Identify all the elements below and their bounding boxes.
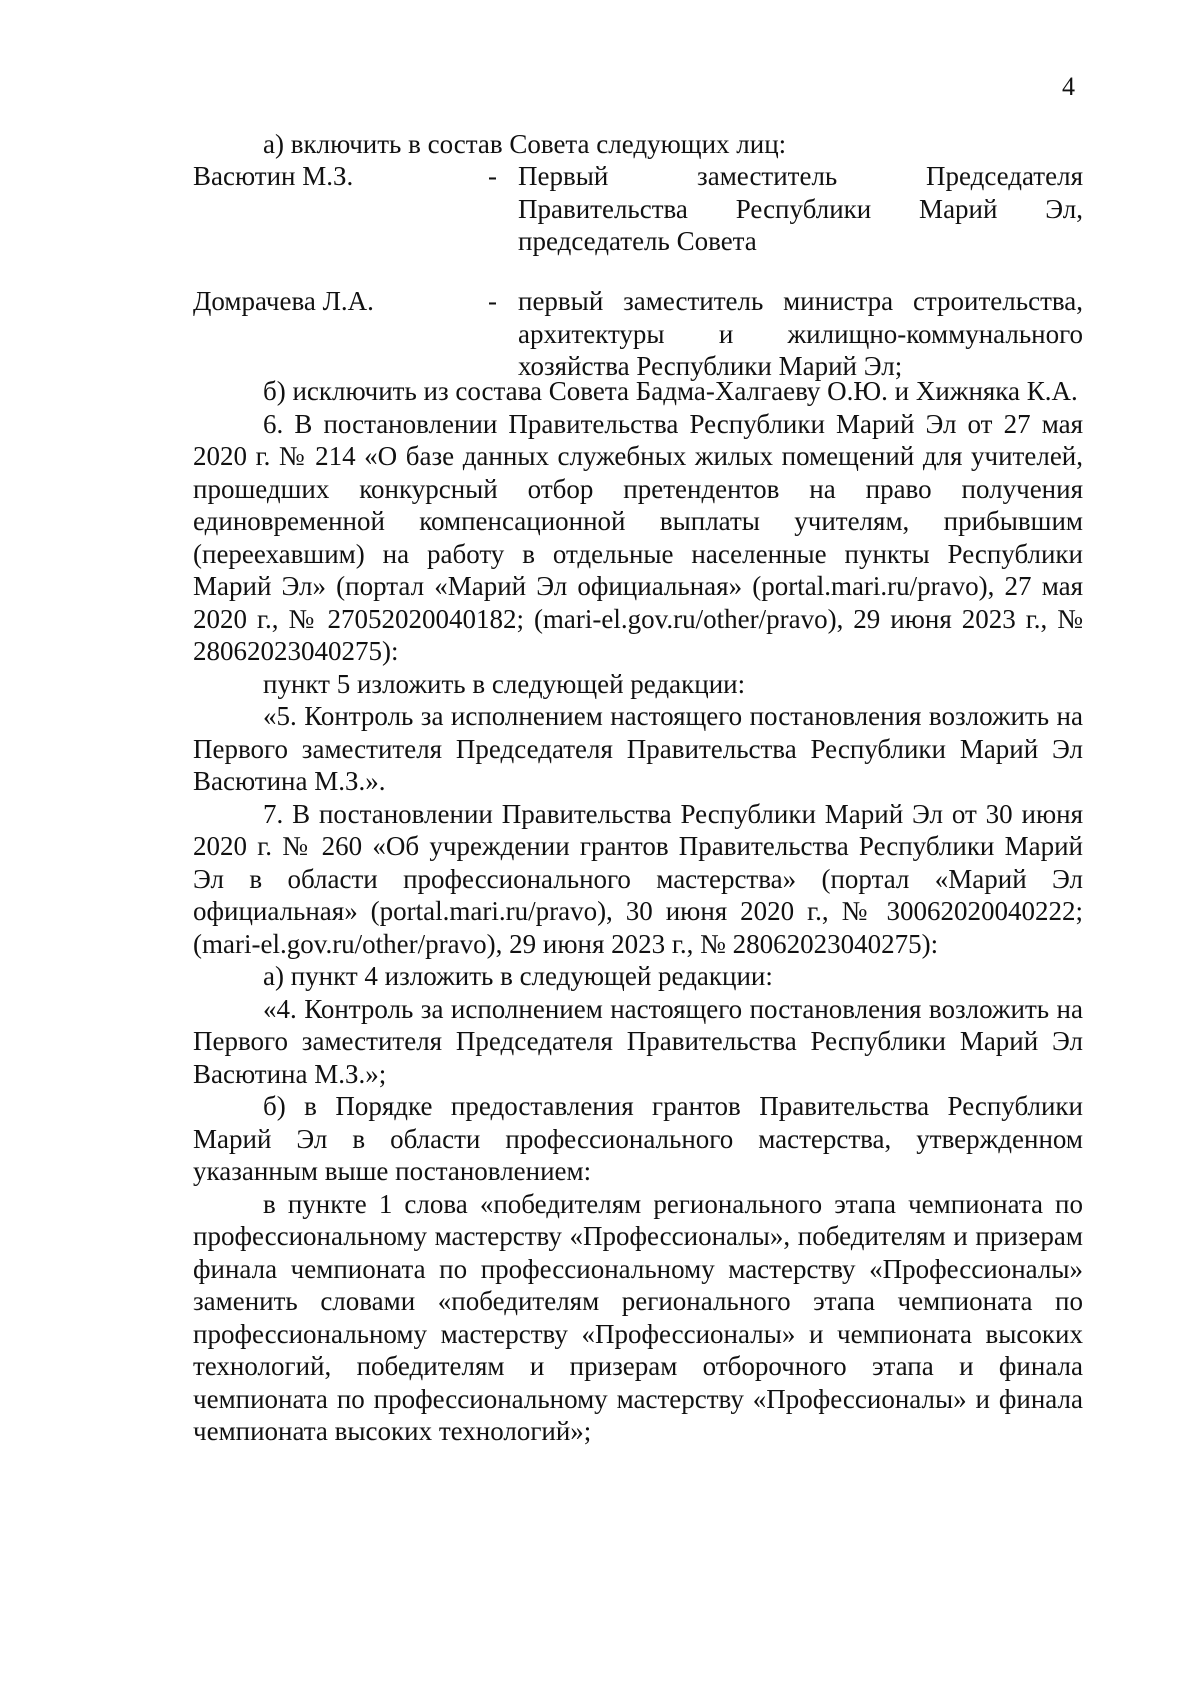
paragraph-point-1-replacement: в пункте 1 слова «победителям регионального этапа чемпионата по профессиональному мастерству «Профессионалы», победителям и призерам финала чемпионата по профессиональному мастерству «Профессионалы» заменить словами «победителям регионального этапа чемпионата по профессиональному мастерству «Профессионалы» и чемпионата высоких технологий, победителям и призерам отборочного этапа и финала чемпионата по профессиональному мастерству «Профессионалы» и финала чемпионата высоких технологий»; [193,1188,1083,1446]
member-name: Васютин М.З. [193,161,354,191]
paragraph-exclude: б) исключить из состава Совета Бадма-Халгаеву О.Ю. и Хижняка К.А. [263,376,1078,406]
member-dash: - [488,161,497,191]
paragraph-point-4-intro: а) пункт 4 изложить в следующей редакции: [263,961,773,991]
member-entry [193,160,1083,258]
member-entry [193,285,1083,383]
intro-block [193,128,1083,161]
member-name: Домрачева Л.А. [193,286,374,316]
member-role: Первый заместитель Председателя Правительства Республики Марий Эл, председатель Совета [518,161,1083,256]
paragraph-point-4-text: «4. Контроль за исполнением настоящего постановления возложить на Первого заместителя Председателя Правительства Республики Марий Эл Васютина М.З.»; [193,993,1083,1089]
paragraph-procedure: б) в Порядке предоставления грантов Правительства Республики Марий Эл в области профессионального мастерства, утвержденном указанным выше постановлением: [193,1091,1083,1186]
member-role: первый заместитель министра строительства, архитектуры и жилищно-коммунального хозяйства Республики Марий Эл; [518,286,1083,381]
paragraph-item-6: 6. В постановлении Правительства Республики Марий Эл от 27 мая 2020 г. № 214 «О базе данных служебных жилых помещений для учителей, прошедших конкурсный отбор претендентов на право получения единовременной компенсационной выплаты учителям, прибывшим (переехавшим) на работу в отдельные населенные пункты Республики Марий Эл» (портал «Марий Эл официальная» (portal.mari.ru/pravo), 27 мая 2020 г., № 27052020040182; (mari-el.gov.ru/other/pravo), 29 июня 2023 г., № 28062023040275): [193,408,1083,666]
member-dash: - [488,286,497,316]
page-number: 4 [1062,72,1075,101]
paragraph-item-7: 7. В постановлении Правительства Республики Марий Эл от 30 июня 2020 г. № 260 «Об учреждении грантов Правительства Республики Марий Эл в области профессионального мастерства» (портал «Марий Эл официальная» (portal.mari.ru/pravo), 30 июня 2020 г., № 30062020040222; (mari-el.gov.ru/other/pravo), 29 июня 2023 г., № 28062023040275): [193,798,1083,959]
paragraph-point-5-text: «5. Контроль за исполнением настоящего постановления возложить на Первого заместителя Председателя Правительства Республики Марий Эл Васютина М.З.». [193,701,1083,796]
paragraph-point-5-intro: пункт 5 изложить в следующей редакции: [263,668,746,699]
body-text [193,375,1083,1448]
intro-paragraph: а) включить в состав Совета следующих лиц: [263,129,787,159]
